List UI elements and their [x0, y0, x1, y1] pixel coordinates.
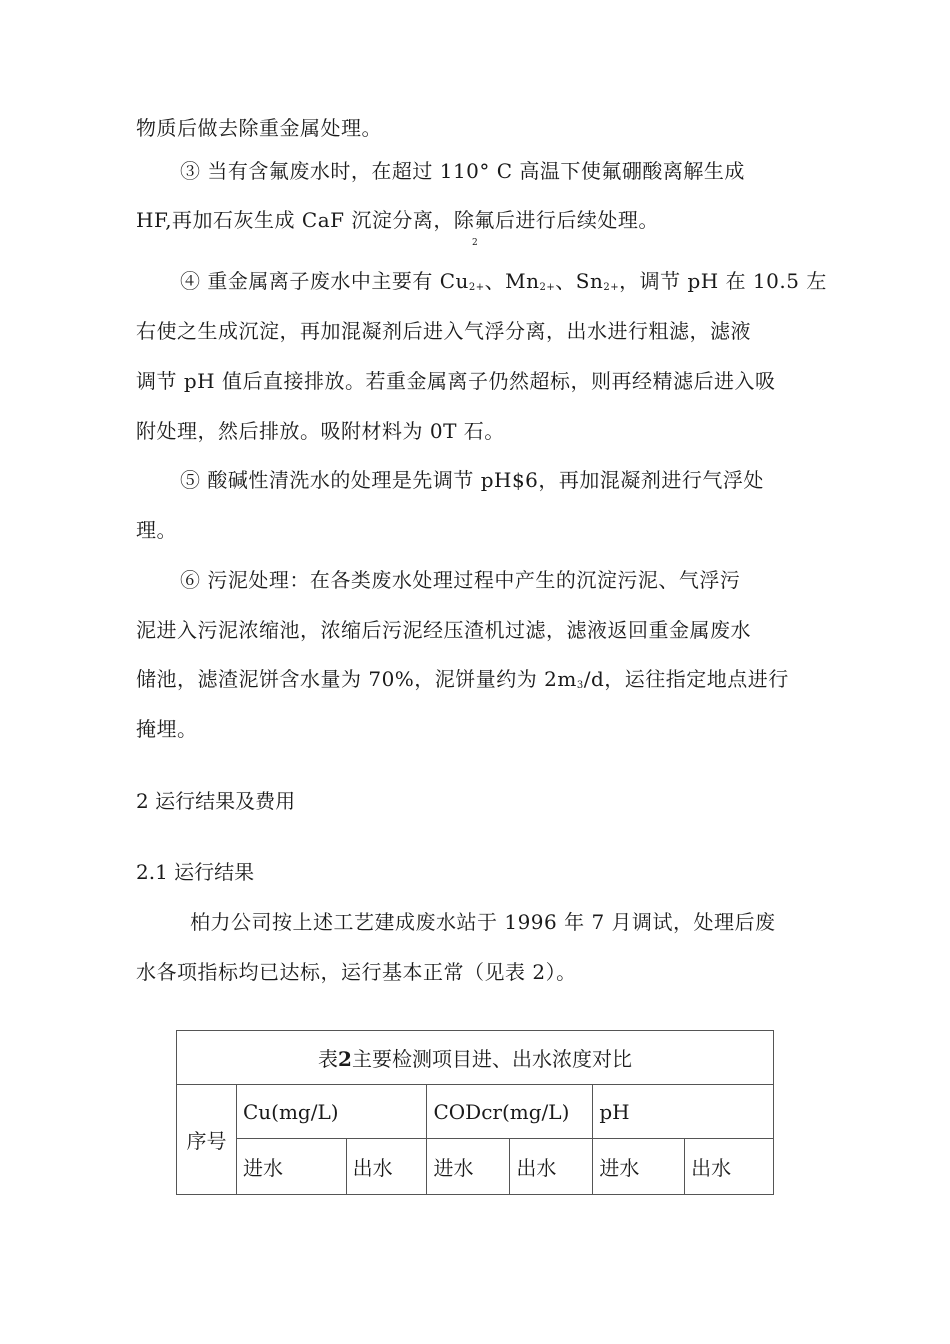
- group-header-cu: Cu(mg/L): [236, 1085, 427, 1139]
- caption-prefix: 表: [318, 1047, 339, 1071]
- paragraph-line: [136, 666, 789, 699]
- paragraph-line: 调节 pH 值后直接排放。若重金属离子仍然超标，则再经精滤后进入吸: [136, 369, 776, 393]
- subscript: 3: [576, 680, 584, 691]
- group-header-ph: pH: [593, 1085, 774, 1139]
- paragraph-line: 右使之生成沉淀，再加混凝剂后进入气浮分离，出水进行粗滤，滤液: [136, 319, 751, 343]
- subsection-heading: 2.1 运行结果: [136, 860, 255, 884]
- sub-header-in: 进水: [427, 1139, 510, 1195]
- paragraph-line: 理。: [136, 518, 177, 542]
- sub-header-out: 出水: [346, 1139, 427, 1195]
- caption-text: 主要检测项目进、出水浓度对比: [351, 1047, 632, 1071]
- subscript: 2+: [539, 282, 556, 293]
- seq-header: 序号: [177, 1085, 237, 1195]
- paragraph-line: 掩埋。: [136, 717, 198, 741]
- text-run: 、Mn: [484, 269, 540, 293]
- sub-header-in: 进水: [593, 1139, 685, 1195]
- sub-header-in: 进水: [236, 1139, 346, 1195]
- paragraph-line: [180, 268, 827, 301]
- sub-header-out: 出水: [685, 1139, 774, 1195]
- section-heading: 2 运行结果及费用: [136, 789, 296, 813]
- text-run: ，调节 pH 在 10.5 左: [619, 269, 827, 293]
- paragraph-line: 物质后做去除重金属处理。: [136, 116, 382, 140]
- paragraph-line: 柏力公司按上述工艺建成废水站于 1996 年 7 月调试，处理后废: [190, 910, 776, 934]
- paragraph-line: ⑤ 酸碱性清洗水的处理是先调节 pH$6，再加混凝剂进行气浮处: [180, 468, 764, 492]
- paragraph-line: 泥进入污泥浓缩池，浓缩后污泥经压渣机过滤，滤液返回重金属废水: [136, 618, 751, 642]
- text-run: /d，运往指定地点进行: [583, 667, 789, 691]
- caption-number: 2: [338, 1047, 352, 1071]
- paragraph-line: 水各项指标均已达标，运行基本正常（见表 2）。: [136, 960, 577, 984]
- subscript-note: 2: [472, 238, 478, 248]
- paragraph-line: 附处理，然后排放。吸附材料为 0T 石。: [136, 419, 505, 443]
- sub-header-out: 出水: [510, 1139, 593, 1195]
- text-run: 、Sn: [555, 269, 604, 293]
- text-run: ④ 重金属离子废水中主要有 Cu: [180, 269, 469, 293]
- subscript: 2+: [603, 282, 620, 293]
- table-caption: [177, 1031, 774, 1085]
- group-header-codcr: CODcr(mg/L): [427, 1085, 593, 1139]
- subscript: 2+: [468, 282, 485, 293]
- paragraph-line: ③ 当有含氟废水时，在超过 110° C 高温下使氟硼酸离解生成: [180, 159, 745, 183]
- paragraph-line: HF,再加石灰生成 CaF 沉淀分离，除氟后进行后续处理。: [136, 208, 659, 232]
- text-run: 储池，滤渣泥饼含水量为 70%，泥饼量约为 2m: [136, 667, 577, 691]
- paragraph-line: ⑥ 污泥处理：在各类废水处理过程中产生的沉淀污泥、气浮污: [180, 568, 741, 592]
- comparison-table: [176, 1030, 774, 1195]
